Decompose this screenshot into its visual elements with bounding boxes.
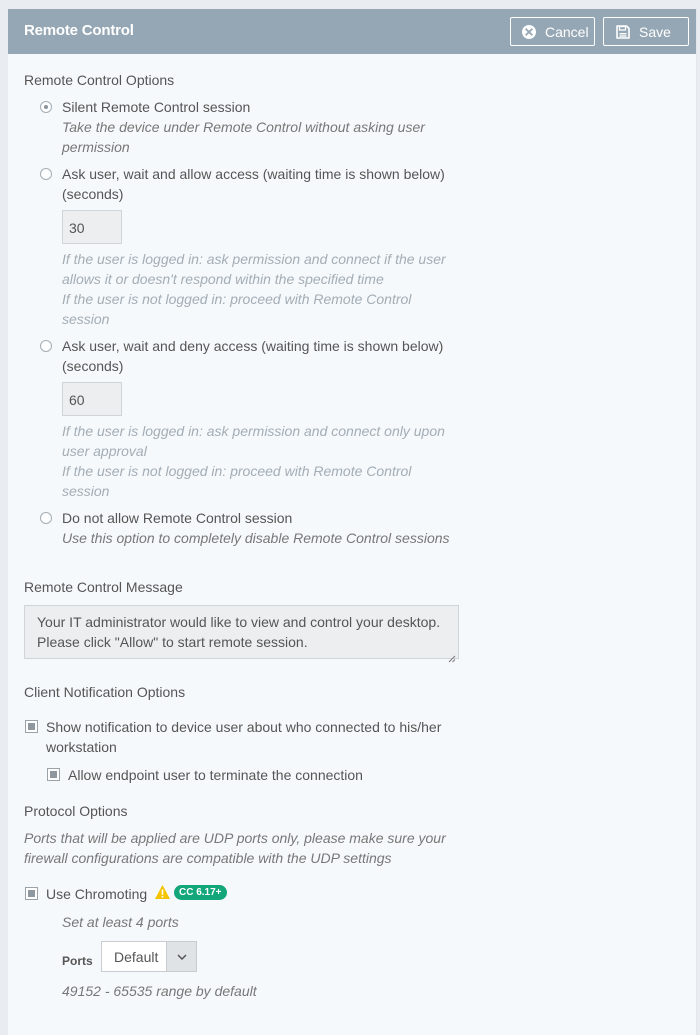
ask-deny-seconds-input[interactable]: 60 [62,382,122,416]
floppy-disk-icon [615,24,631,40]
warning-icon [154,884,171,900]
show-notification-label-1: Show notification to device user about who connected to his/her [46,719,442,735]
ask-allow-seconds-input[interactable]: 30 [62,210,122,244]
silent-session-label: Silent Remote Control session [62,99,251,115]
show-notification-label-2: workstation [46,739,117,755]
disallow-radio[interactable] [40,512,52,524]
protocol-hint-2: firewall configurations are compatible with the UDP settings [24,850,392,866]
cancel-button[interactable] [510,17,595,46]
remote-control-message-heading: Remote Control Message [24,579,183,595]
remote-control-options-heading: Remote Control Options [24,72,175,88]
use-chromoting-label: Use Chromoting [46,886,148,902]
ask-allow-hint-1: If the user is logged in: ask permission and connect if the user [62,251,446,267]
ask-deny-hint-1: If the user is logged in: ask permission and connect only upon [62,423,445,439]
silent-session-hint-2: permission [62,139,130,155]
ask-deny-hint-4: session [62,483,110,499]
version-badge: CC 6.17+ [174,885,227,900]
show-notification-checkbox[interactable] [25,720,38,733]
message-line-2: Please click "Allow" to start remote session. [37,634,308,650]
ask-allow-label-1: Ask user, wait and allow access (waiting time is shown below) [62,166,445,182]
ports-select-value: Default [114,949,159,965]
chevron-down-icon[interactable] [166,942,196,971]
use-chromoting-checkbox[interactable] [25,887,38,900]
save-button[interactable] [603,17,689,46]
close-circle-icon [521,24,537,40]
ask-allow-hint-4: session [62,311,110,327]
ports-select[interactable] [101,941,197,972]
ask-deny-label-1: Ask user, wait and deny access (waiting time is shown below) [62,338,444,354]
ask-allow-radio[interactable] [40,168,52,180]
ports-hint: Set at least 4 ports [62,914,179,930]
ask-deny-radio[interactable] [40,340,52,352]
message-line-1: Your IT administrator would like to view and control your desktop. [37,614,441,630]
disallow-hint: Use this option to completely disable Remote Control sessions [62,530,450,546]
ports-label: Ports [62,954,93,968]
ask-allow-hint-3: If the user is not logged in: proceed with Remote Control [62,291,412,307]
page-title: Remote Control [24,22,134,39]
remote-control-message-textarea[interactable] [24,605,459,659]
silent-session-hint-1: Take the device under Remote Control without asking user [62,119,425,135]
panel-header [8,9,696,54]
ports-range-hint: 49152 - 65535 range by default [62,983,257,999]
allow-terminate-label: Allow endpoint user to terminate the connection [68,767,363,783]
cancel-button-label: Cancel [545,23,589,40]
ask-deny-hint-3: If the user is not logged in: proceed with Remote Control [62,463,412,479]
ask-allow-hint-2: allows it or doesn't respond within the specified time [62,271,384,287]
allow-terminate-checkbox[interactable] [47,768,60,781]
disallow-label: Do not allow Remote Control session [62,510,293,526]
protocol-hint-1: Ports that will be applied are UDP ports only, please make sure your [24,830,446,846]
silent-session-radio[interactable] [40,101,52,113]
ask-allow-label-2: (seconds) [62,186,124,202]
protocol-options-heading: Protocol Options [24,803,128,819]
resize-grip-icon[interactable] [448,648,456,656]
remote-control-panel [8,9,697,1035]
save-button-label: Save [639,23,671,40]
client-notification-heading: Client Notification Options [24,684,186,700]
ask-deny-label-2: (seconds) [62,358,124,374]
ask-deny-hint-2: user approval [62,443,147,459]
